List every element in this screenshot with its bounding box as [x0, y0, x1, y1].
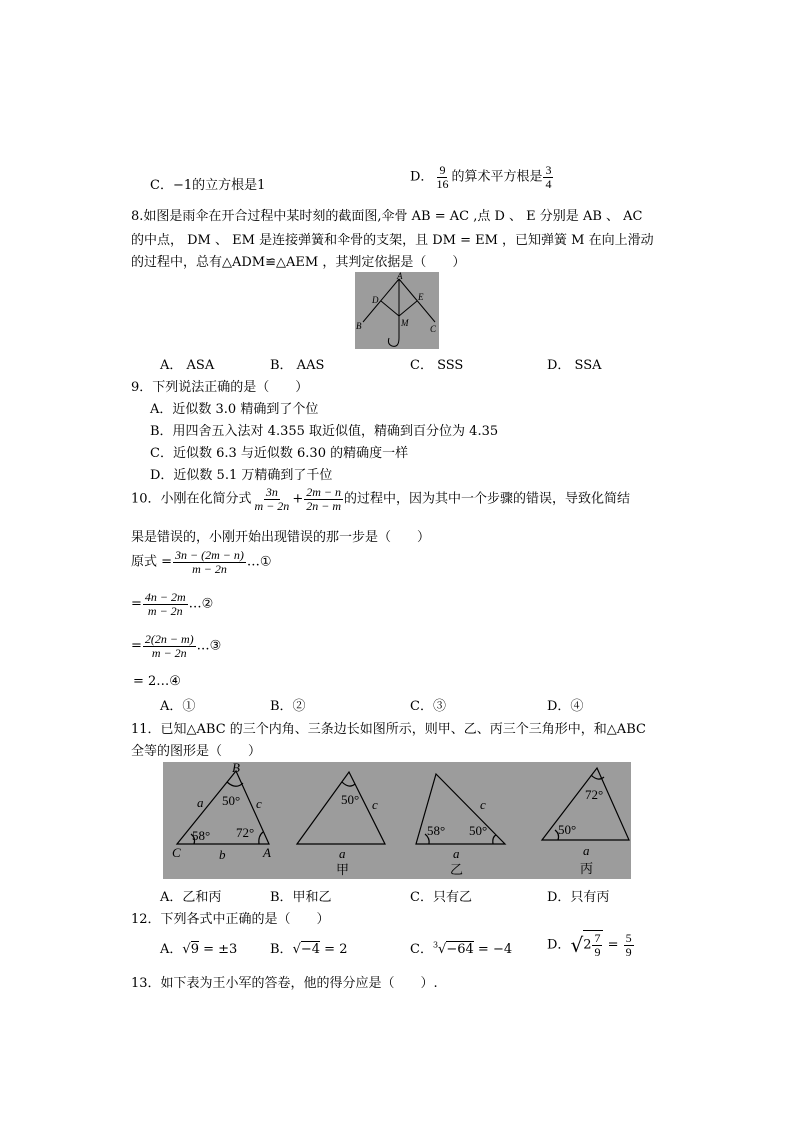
bing-side-a: a: [583, 843, 590, 858]
q11-option-d: D．只有丙: [547, 890, 610, 905]
label-b: B: [356, 321, 362, 331]
q11-triangles-figure: [163, 762, 631, 879]
yi-side-c: c: [480, 797, 486, 812]
label-side-a: a: [197, 795, 204, 810]
q9-option-a: A．近似数 3.0 精确到了个位: [150, 402, 319, 417]
q8-umbrella-figure: [355, 272, 439, 349]
q7-option-d: D． $\frac{9}{16}$ 的算术平方根是 $\frac{3}{4}$: [410, 163, 552, 191]
yi-label: 乙: [450, 862, 464, 877]
q12-option-a: A．√9 = ±3: [160, 942, 238, 957]
q8-option-b: B． AAS: [270, 358, 325, 373]
figure-background: [355, 272, 439, 349]
yi-angle-58: 58°: [427, 823, 446, 838]
q12-option-c: C．$^3$√−64 = −4: [410, 940, 513, 957]
q11-stem-line1: 11．已知△ABC 的三个内角、三条边长如图所示，则甲、乙、丙三个三角形中，和△ABC: [131, 722, 646, 737]
label-angle-58: 58°: [192, 828, 211, 843]
q7-option-c: C．−1的立方根是1: [150, 178, 266, 193]
q10-step-2: = $\frac{4n - 2m}{m - 2n}$ …②: [131, 590, 214, 618]
jia-angle-50: 50°: [341, 792, 360, 807]
q8-option-d: D． SSA: [547, 358, 602, 373]
q8-option-a: A． ASA: [160, 358, 215, 373]
q8-stem-line3: 的过程中，总有△ADM≌△AEM ，其判定依据是（ ）: [131, 255, 466, 270]
figure-background: [163, 762, 631, 879]
q10-stem-line1: 10．小刚在化简分式 $\frac{3n}{m - 2n}$ + $\frac{2m - n}{2n - m}$ 的过程中，因为其中一个步骤的错误，导致化简结: [131, 485, 630, 513]
label-side-c: c: [256, 796, 262, 811]
q12-option-d: D．√2 $\frac{7}{9}$ = $\frac{5}{9}$: [547, 931, 632, 959]
q10-stem-line2: 果是错误的，小刚开始出现错误的那一步是（ ）: [131, 530, 431, 545]
label-a-vertex: A: [263, 845, 271, 860]
q8-stem-line1: 8.如图是雨伞在开合过程中某时刻的截面图,伞骨 AB = AC ,点 D 、 E 分别是 AB 、 AC: [131, 209, 643, 224]
jia-side-c: c: [372, 797, 378, 812]
label-c: C: [430, 324, 437, 334]
q8-option-c: C． SSS: [410, 358, 464, 373]
q13-stem: 13．如下表为王小军的答卷，他的得分应是（ ）.: [131, 976, 438, 991]
q10-step-1: 原式 = $\frac{3n - (2m - n)}{m - 2n}$ …①: [131, 548, 272, 576]
label-e: E: [418, 292, 424, 302]
q10-step-4: = 2…④: [133, 674, 181, 689]
label-angle-50: 50°: [222, 793, 241, 808]
label-c-vertex: C: [172, 845, 181, 860]
q9-option-b: B．用四舍五入法对 4.355 取近似值，精确到百分位为 4.35: [150, 424, 499, 439]
jia-label: 甲: [336, 862, 350, 877]
q11-option-b: B．甲和乙: [270, 890, 332, 905]
q11-option-c: C．只有乙: [410, 890, 472, 905]
q10-option-c: C．③: [410, 699, 446, 714]
q9-option-c: C．近似数 6.3 与近似数 6.30 的精确度一样: [150, 446, 409, 461]
q10-option-d: D．④: [547, 699, 584, 714]
label-angle-72: 72°: [236, 825, 255, 840]
yi-side-a: a: [453, 846, 460, 861]
label-side-b: b: [219, 847, 226, 862]
label-a: A: [397, 272, 403, 281]
label-m: M: [401, 318, 409, 328]
label-d: D: [372, 295, 379, 305]
bing-angle-50: 50°: [558, 822, 577, 837]
q11-stem-line2: 全等的图形是（ ）: [131, 744, 262, 759]
q12-stem: 12．下列各式中正确的是（ ）: [131, 912, 330, 927]
yi-angle-50: 50°: [469, 823, 488, 838]
q11-option-a: A．乙和丙: [160, 890, 222, 905]
bing-angle-72: 72°: [585, 787, 604, 802]
q10-step-3: = $\frac{2(2n - m)}{m - 2n}$ …③: [131, 632, 222, 660]
q10-option-b: B．②: [270, 699, 306, 714]
bing-label: 丙: [580, 861, 594, 876]
q10-option-a: A．①: [160, 699, 196, 714]
q12-option-b: B．√−4 = 2: [270, 942, 348, 957]
q8-stem-line2: 的中点， DM 、 EM 是连接弹簧和伞骨的支架，且 DM = EM ，已知弹簧 M 在向上滑动: [131, 233, 654, 248]
jia-side-a: a: [339, 846, 346, 861]
q9-stem: 9．下列说法正确的是（ ）: [131, 380, 309, 395]
q9-option-d: D．近似数 5.1 万精确到了千位: [150, 468, 333, 483]
label-b-vertex: B: [232, 762, 240, 775]
